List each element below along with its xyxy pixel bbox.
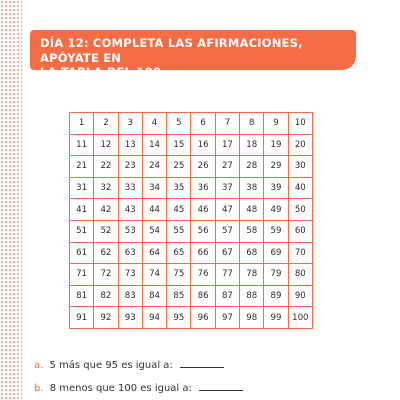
table-cell: 86 bbox=[191, 285, 215, 307]
table-cell: 6 bbox=[191, 113, 215, 135]
table-cell: 94 bbox=[142, 307, 166, 329]
table-cell: 63 bbox=[118, 242, 142, 264]
table-cell: 89 bbox=[264, 285, 288, 307]
table-cell: 54 bbox=[142, 220, 166, 242]
table-cell: 11 bbox=[70, 134, 94, 156]
instruction-banner bbox=[30, 30, 356, 79]
table-cell: 60 bbox=[288, 220, 312, 242]
table-cell: 32 bbox=[94, 177, 118, 199]
table-cell: 46 bbox=[191, 199, 215, 221]
table-cell: 57 bbox=[215, 220, 239, 242]
table-cell: 20 bbox=[288, 134, 312, 156]
table-cell: 30 bbox=[288, 156, 312, 178]
table-cell: 87 bbox=[215, 285, 239, 307]
question-b bbox=[34, 383, 243, 394]
table-cell: 80 bbox=[288, 264, 312, 286]
table-cell: 82 bbox=[94, 285, 118, 307]
table-cell: 45 bbox=[167, 199, 191, 221]
table-cell: 28 bbox=[240, 156, 264, 178]
table-cell: 22 bbox=[94, 156, 118, 178]
table-row bbox=[70, 242, 313, 264]
table-cell: 27 bbox=[215, 156, 239, 178]
table-cell: 83 bbox=[118, 285, 142, 307]
table-cell: 7 bbox=[215, 113, 239, 135]
table-cell: 59 bbox=[264, 220, 288, 242]
table-cell: 70 bbox=[288, 242, 312, 264]
table-cell: 88 bbox=[240, 285, 264, 307]
table-cell: 48 bbox=[240, 199, 264, 221]
table-cell: 68 bbox=[240, 242, 264, 264]
table-cell: 17 bbox=[215, 134, 239, 156]
table-cell: 99 bbox=[264, 307, 288, 329]
table-cell: 9 bbox=[264, 113, 288, 135]
table-cell: 78 bbox=[240, 264, 264, 286]
table-cell: 41 bbox=[70, 199, 94, 221]
table-cell: 5 bbox=[167, 113, 191, 135]
table-cell: 90 bbox=[288, 285, 312, 307]
table-cell: 98 bbox=[240, 307, 264, 329]
table-cell: 21 bbox=[70, 156, 94, 178]
answer-blank-a[interactable] bbox=[180, 366, 224, 368]
table-cell: 69 bbox=[264, 242, 288, 264]
table-cell: 97 bbox=[215, 307, 239, 329]
table-cell: 65 bbox=[167, 242, 191, 264]
question-a bbox=[34, 360, 224, 371]
table-cell: 34 bbox=[142, 177, 166, 199]
table-row bbox=[70, 177, 313, 199]
question-text: 5 más que 95 es igual a: bbox=[49, 360, 173, 371]
table-cell: 37 bbox=[215, 177, 239, 199]
table-cell: 1 bbox=[70, 113, 94, 135]
table-cell: 75 bbox=[167, 264, 191, 286]
banner-title-line-1: DÍA 12: COMPLETA LAS AFIRMACIONES, APÓYATE EN bbox=[40, 36, 303, 65]
table-cell: 71 bbox=[70, 264, 94, 286]
table-cell: 85 bbox=[167, 285, 191, 307]
table-cell: 31 bbox=[70, 177, 94, 199]
table-cell: 76 bbox=[191, 264, 215, 286]
table-cell: 36 bbox=[191, 177, 215, 199]
table-cell: 66 bbox=[191, 242, 215, 264]
table-row bbox=[70, 199, 313, 221]
table-cell: 79 bbox=[264, 264, 288, 286]
table-cell: 40 bbox=[288, 177, 312, 199]
table-cell: 47 bbox=[215, 199, 239, 221]
table-cell: 52 bbox=[94, 220, 118, 242]
banner-title-line-2: LA TABLA DEL 100. bbox=[40, 65, 166, 79]
table-cell: 10 bbox=[288, 113, 312, 135]
table-cell: 14 bbox=[142, 134, 166, 156]
table-cell: 2 bbox=[94, 113, 118, 135]
table-cell: 62 bbox=[94, 242, 118, 264]
table-cell: 61 bbox=[70, 242, 94, 264]
answer-blank-b[interactable] bbox=[199, 389, 243, 391]
table-cell: 29 bbox=[264, 156, 288, 178]
table-cell: 95 bbox=[167, 307, 191, 329]
table-cell: 55 bbox=[167, 220, 191, 242]
question-letter: a. bbox=[34, 360, 44, 371]
table-cell: 15 bbox=[167, 134, 191, 156]
table-cell: 67 bbox=[215, 242, 239, 264]
table-row bbox=[70, 220, 313, 242]
table-cell: 26 bbox=[191, 156, 215, 178]
table-cell: 50 bbox=[288, 199, 312, 221]
table-cell: 58 bbox=[240, 220, 264, 242]
table-cell: 100 bbox=[288, 307, 312, 329]
table-cell: 38 bbox=[240, 177, 264, 199]
table-cell: 64 bbox=[142, 242, 166, 264]
table-cell: 91 bbox=[70, 307, 94, 329]
table-cell: 16 bbox=[191, 134, 215, 156]
table-cell: 18 bbox=[240, 134, 264, 156]
table-row bbox=[70, 264, 313, 286]
question-letter: b. bbox=[34, 383, 44, 394]
table-cell: 43 bbox=[118, 199, 142, 221]
table-cell: 73 bbox=[118, 264, 142, 286]
table-cell: 56 bbox=[191, 220, 215, 242]
table-row bbox=[70, 134, 313, 156]
table-cell: 51 bbox=[70, 220, 94, 242]
table-cell: 8 bbox=[240, 113, 264, 135]
table-cell: 92 bbox=[94, 307, 118, 329]
table-cell: 77 bbox=[215, 264, 239, 286]
table-cell: 13 bbox=[118, 134, 142, 156]
dotted-border-decoration bbox=[0, 0, 22, 400]
table-cell: 93 bbox=[118, 307, 142, 329]
table-cell: 81 bbox=[70, 285, 94, 307]
table-cell: 4 bbox=[142, 113, 166, 135]
table-cell: 19 bbox=[264, 134, 288, 156]
table-cell: 25 bbox=[167, 156, 191, 178]
hundred-chart-table bbox=[69, 112, 313, 329]
table-cell: 44 bbox=[142, 199, 166, 221]
table-cell: 12 bbox=[94, 134, 118, 156]
table-cell: 42 bbox=[94, 199, 118, 221]
table-row bbox=[70, 307, 313, 329]
table-cell: 35 bbox=[167, 177, 191, 199]
table-cell: 72 bbox=[94, 264, 118, 286]
table-cell: 84 bbox=[142, 285, 166, 307]
table-row bbox=[70, 285, 313, 307]
table-row bbox=[70, 156, 313, 178]
table-cell: 3 bbox=[118, 113, 142, 135]
table-cell: 33 bbox=[118, 177, 142, 199]
table-cell: 53 bbox=[118, 220, 142, 242]
question-text: 8 menos que 100 es igual a: bbox=[49, 383, 192, 394]
table-cell: 96 bbox=[191, 307, 215, 329]
table-row bbox=[70, 113, 313, 135]
table-cell: 74 bbox=[142, 264, 166, 286]
table-cell: 49 bbox=[264, 199, 288, 221]
table-cell: 39 bbox=[264, 177, 288, 199]
table-cell: 24 bbox=[142, 156, 166, 178]
table-cell: 23 bbox=[118, 156, 142, 178]
